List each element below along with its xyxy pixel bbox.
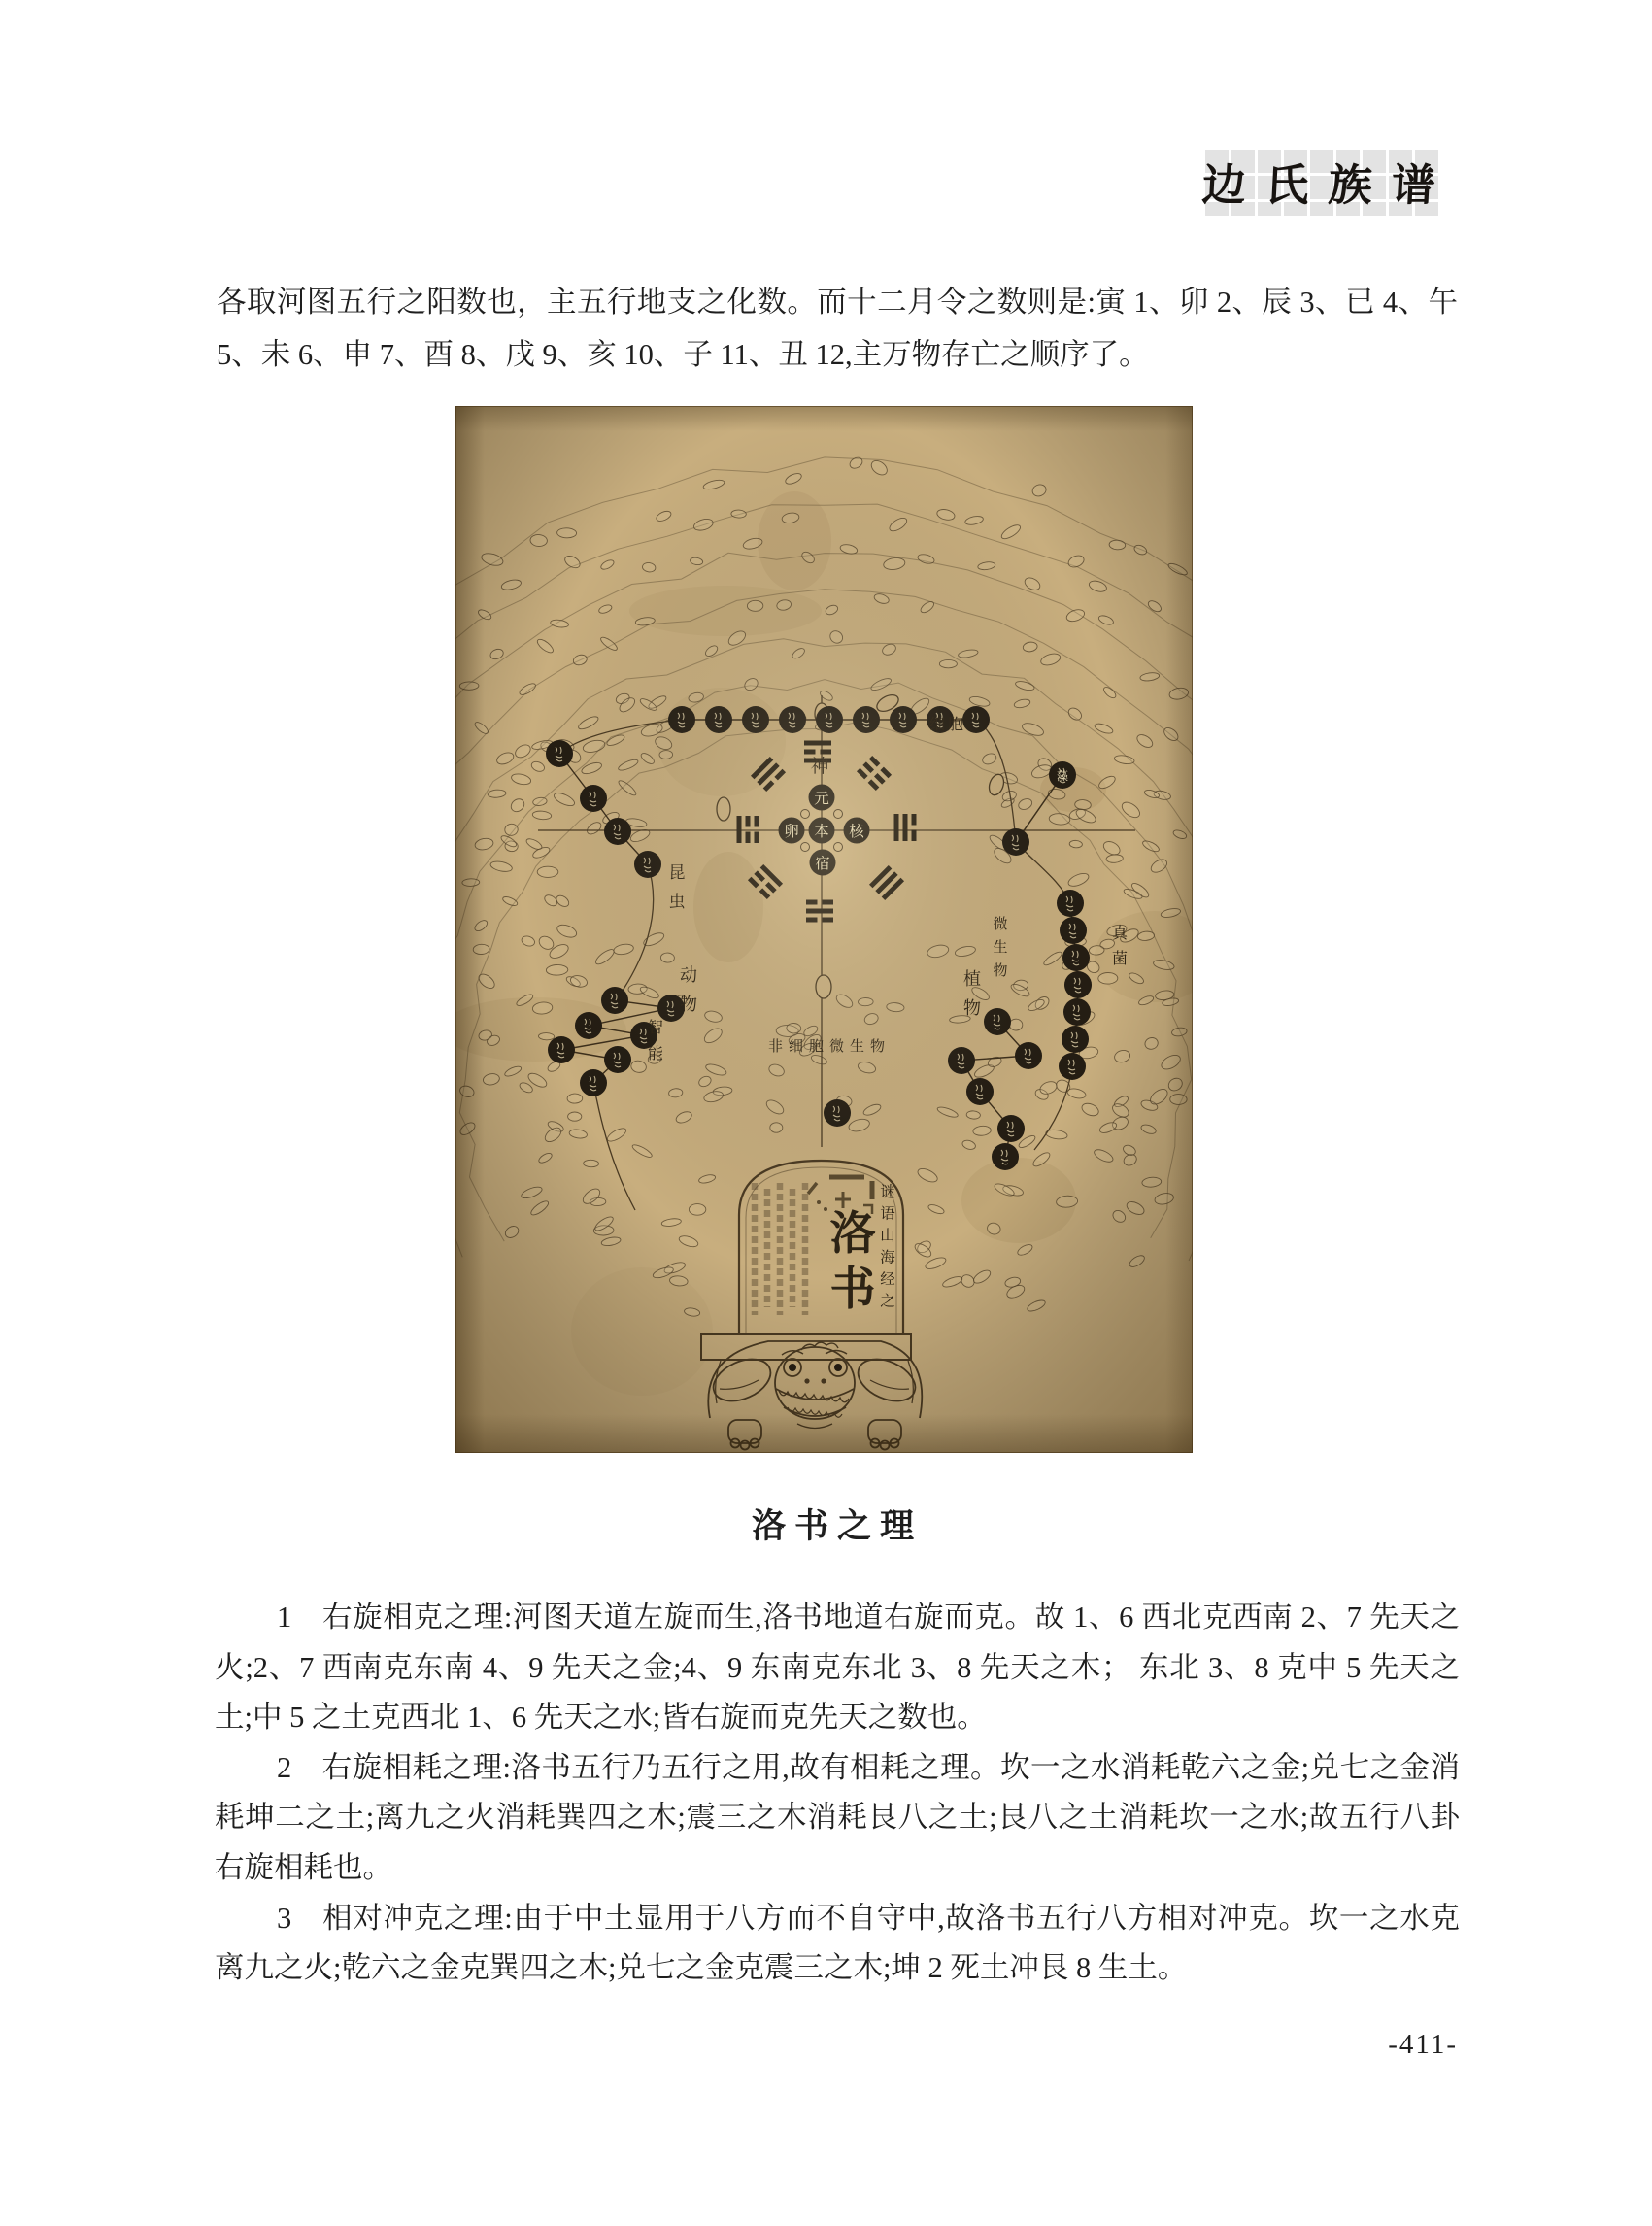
section-heading: 洛书之理: [751, 1507, 923, 1545]
book-title: 边氏族谱: [1200, 161, 1457, 210]
page-number: -411-: [1388, 2029, 1458, 2060]
photo-edge-top: [455, 406, 1193, 431]
intro-paragraph: 各取河图五行之阳数也，主五行地支之化数。而十二月令之数则是:寅 1、卯 2、辰 3、已 4、午 5、未 6、申 7、酉 8、戌 9、亥 10、子 11、丑 12,主万物存亡之顺序了。: [217, 286, 1458, 371]
paragraph-3: 3 相对冲克之理:由于中土显用于八方而不自守中,故洛书五行八方相对冲克。坎一之水克离九之火;乾六之金克巽四之木;兑七之金克震三之木;坤 2 死土冲艮 8 生土。: [215, 1901, 1460, 1985]
luoshu-figure: [455, 406, 1193, 1453]
photo-edge-left: [455, 406, 485, 1453]
section-paragraphs: [215, 1593, 1460, 1994]
paragraph-2: 2 右旋相耗之理:洛书五行乃五行之用,故有相耗之理。坎一之水消耗乾六之金;兑七之金消耗坤二之土;离九之火消耗巽四之木;震三之木消耗艮八之土;艮八之土消耗坎一之水;故五行八卦右旋相耗也。: [215, 1750, 1460, 1884]
luoshu-photo: [455, 406, 1193, 1453]
header-stamp: [1200, 147, 1457, 216]
photo-edge-bottom: [455, 1414, 1193, 1453]
photo-vignette: [455, 406, 1193, 1453]
paragraph-1: 1 右旋相克之理:河图天道左旋而生,洛书地道右旋而克。故 1、6 西北克西南 2、7 先天之火;2、7 西南克东南 4、9 先天之金;4、9 东南克东北 3、8 先天之木； 东北 3、8 克中 5 先天之土;中 5 之土克西北 1、6 先天之水;皆右旋而克先天之数也。: [215, 1601, 1460, 1735]
photo-edge-right: [1165, 406, 1193, 1453]
